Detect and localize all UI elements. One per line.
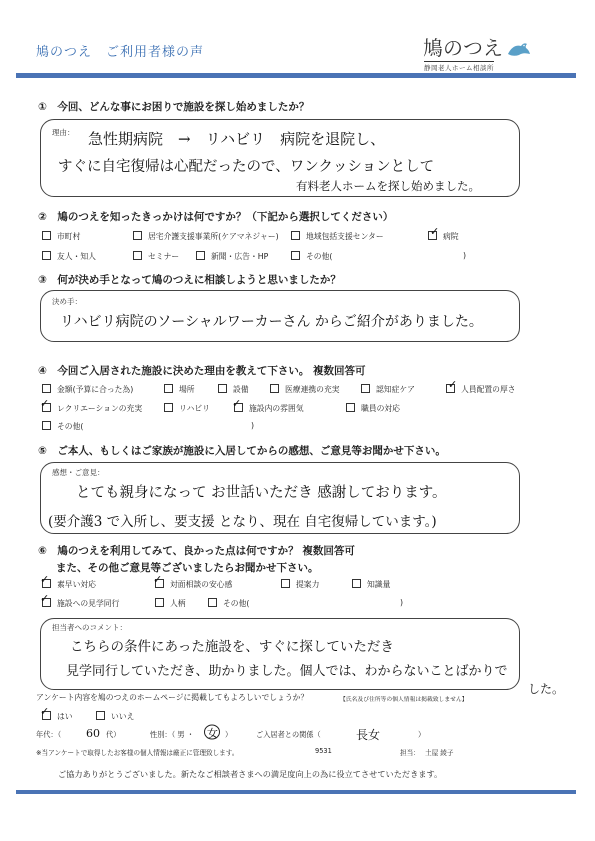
checkmark-icon: ✓: [40, 573, 50, 586]
logo-subtitle: 静岡老人ホーム相談所: [424, 61, 494, 72]
q6-answer-line-3: した。: [528, 682, 565, 696]
option-label: 病院: [443, 232, 459, 241]
q4-option-medical[interactable]: [270, 384, 340, 395]
q2-option-other[interactable]: [291, 251, 332, 262]
option-label: 新聞・広告・HP: [211, 252, 269, 261]
relation-close: ）: [418, 730, 426, 739]
q2-option-media[interactable]: [196, 251, 268, 262]
question-5: ⑤ ご本人、もしくはご家族が施設に入居してからの感想、ご意見等お聞かせ下さい。: [38, 445, 446, 457]
q4-option-atmosphere[interactable]: [234, 403, 304, 414]
checkmark-icon: ✓: [153, 573, 163, 586]
consent-no[interactable]: [96, 711, 134, 722]
question-3: ③ 何が決め手となって鳩のつえに相談しようと思いましたか？: [38, 274, 341, 286]
reason-label: 理由：: [52, 128, 75, 137]
header-rule: [16, 73, 576, 78]
survey-code: 9531: [315, 747, 332, 755]
option-label: いいえ: [111, 712, 135, 721]
q6-option-proposal[interactable]: [281, 579, 319, 590]
q6-option-quick[interactable]: [42, 579, 96, 590]
q1-answer-line-2: すぐに自宅復帰は心配だったので、ワンクッションとして: [58, 159, 435, 175]
q4-option-facilities[interactable]: [218, 384, 249, 395]
consent-question: アンケート内容を鳩のつえのホームページに掲載してもよろしいでしょうか？: [36, 693, 309, 702]
q5-answer-line-1: とても親身になって お世話いただき 感謝しております。: [76, 485, 447, 501]
checkmark-icon: ✓: [40, 705, 50, 718]
q4-option-recreation[interactable]: [42, 403, 142, 414]
q4-option-other[interactable]: [42, 421, 83, 432]
age-unit: 代）: [106, 730, 121, 739]
q6-option-in-person[interactable]: [155, 579, 232, 590]
option-label: その他(: [223, 599, 250, 608]
option-label: リハビリ: [179, 404, 210, 413]
logo-text: 鳩のつえ: [423, 36, 503, 60]
footer-rule: [16, 790, 576, 794]
question-2: ② 鳩のつえを知ったきっかけは何ですか？（下記から選択してください）: [38, 211, 394, 223]
gender-value[interactable]: 女: [207, 727, 218, 740]
q6-answer-line-2: 見学同行していただき、助かりました。個人では、わからないことばかりで: [66, 664, 508, 679]
comment-label: 担当者へのコメント：: [52, 623, 127, 632]
q2-option-seminar[interactable]: [133, 251, 179, 262]
option-label: 人員配置の厚さ: [461, 385, 516, 394]
option-label: 医療連携の充実: [285, 385, 340, 394]
q4-option-price[interactable]: [42, 384, 133, 395]
q6-option-visit[interactable]: [42, 598, 119, 609]
q2-other-close: ): [463, 251, 467, 260]
gender-label: 性別：（ 男 ・: [150, 730, 195, 739]
age-label: 年代：（: [36, 730, 62, 739]
q1-answer-line-1: 急性期病院 → リハビリ 病院を退院し、: [88, 130, 386, 148]
option-label: レクリエーションの充実: [57, 404, 143, 413]
option-label: セミナー: [148, 252, 180, 261]
option-label: 職員の対応: [361, 404, 400, 413]
q4-option-location[interactable]: [164, 384, 195, 395]
question-4: ④ 今回ご入居された施設に決めた理由を教えて下さい。 複数回答可: [38, 365, 366, 377]
pigeon-logo-icon: [505, 38, 531, 60]
consent-note: 【氏名及び住所等の個人情報は掲載致しません】: [340, 697, 468, 703]
checkmark-icon: ✓: [40, 592, 50, 605]
option-label: 市町村: [57, 232, 81, 241]
checkmark-icon: ✓: [232, 397, 242, 410]
age-value[interactable]: 60: [86, 727, 100, 740]
option-label: 人柄: [170, 599, 186, 608]
option-label: その他(: [57, 422, 84, 431]
q6-other-close: ): [400, 598, 404, 607]
question-6: ⑥ 鳩のつえを利用してみて、良かった点は何ですか？ 複数回答可: [38, 545, 355, 557]
gender-close: ）: [225, 730, 233, 739]
option-label: 知識量: [367, 580, 391, 589]
q6-answer-line-1: こちらの条件にあった施設を、すぐに探していただき: [70, 639, 394, 655]
option-label: はい: [57, 712, 73, 721]
q2-option-community-center[interactable]: [291, 231, 384, 242]
q6-option-personality[interactable]: [155, 598, 186, 609]
staff-name: 土屋 綾子: [425, 749, 454, 757]
option-label: その他(: [306, 252, 333, 261]
q6-option-other[interactable]: [208, 598, 249, 609]
staff-label: 担当：: [400, 749, 420, 757]
option-label: 施設内の雰囲気: [249, 404, 304, 413]
checkmark-icon: ✓: [40, 397, 50, 410]
impression-label: 感想・ご意見：: [52, 468, 105, 477]
relation-value[interactable]: 長女: [356, 728, 381, 742]
option-label: 素早い対応: [57, 580, 96, 589]
q2-option-care-manager[interactable]: [133, 231, 279, 242]
deciding-factor-label: 決め手：: [52, 297, 82, 306]
question-1: ① 今回、どんな事にお困りで施設を探し始めましたか？: [38, 101, 310, 113]
q4-option-staff-response[interactable]: [346, 403, 400, 414]
option-label: 認知症ケア: [376, 385, 415, 394]
relation-label: ご入居者との関係（: [256, 730, 321, 739]
checkmark-icon: ✓: [448, 378, 458, 391]
option-label: 友人・知人: [57, 252, 96, 261]
privacy-note: ※当アンケートで取得したお客様の個人情報は厳正に管理致します。: [36, 749, 239, 757]
option-label: 居宅介護支援事業所(ケアマネジャー): [148, 232, 279, 241]
option-label: 対面相談の安心感: [170, 580, 233, 589]
option-label: 設備: [233, 385, 249, 394]
header-title: 鳩のつえ ご利用者様の声: [36, 45, 205, 60]
q4-option-dementia[interactable]: [361, 384, 415, 395]
q4-option-rehab[interactable]: [164, 403, 210, 414]
circle-mark-icon: [203, 723, 221, 741]
checkmark-icon: ✓: [430, 225, 440, 238]
q3-answer-line-1: リハビリ病院のソーシャルワーカーさん からご紹介がありました。: [60, 314, 483, 330]
q2-option-city[interactable]: [42, 231, 80, 242]
q5-answer-line-2: (要介護3 で入所し、要支援 となり、現在 自宅復帰しています。): [48, 514, 437, 530]
option-label: 施設への見学同行: [57, 599, 120, 608]
option-label: 提案力: [296, 580, 320, 589]
q1-answer-line-3: 有料老人ホームを探し始めました。: [296, 179, 480, 193]
option-label: 地域包括支援センター: [306, 232, 384, 241]
option-label: 金額(予算に合った為): [57, 385, 134, 394]
q6-option-knowledge[interactable]: [352, 579, 390, 590]
q2-option-friend[interactable]: [42, 251, 96, 262]
option-label: 場所: [179, 385, 195, 394]
q4-other-close: ): [251, 421, 255, 430]
question-6-sub: また、その他ご意見等ございましたらお聞かせ下さい。: [56, 562, 319, 574]
thanks-message: ご協力ありがとうございました。新たなご相談者さまへの満足度向上の為に役立てさせていただきます。: [58, 769, 443, 779]
